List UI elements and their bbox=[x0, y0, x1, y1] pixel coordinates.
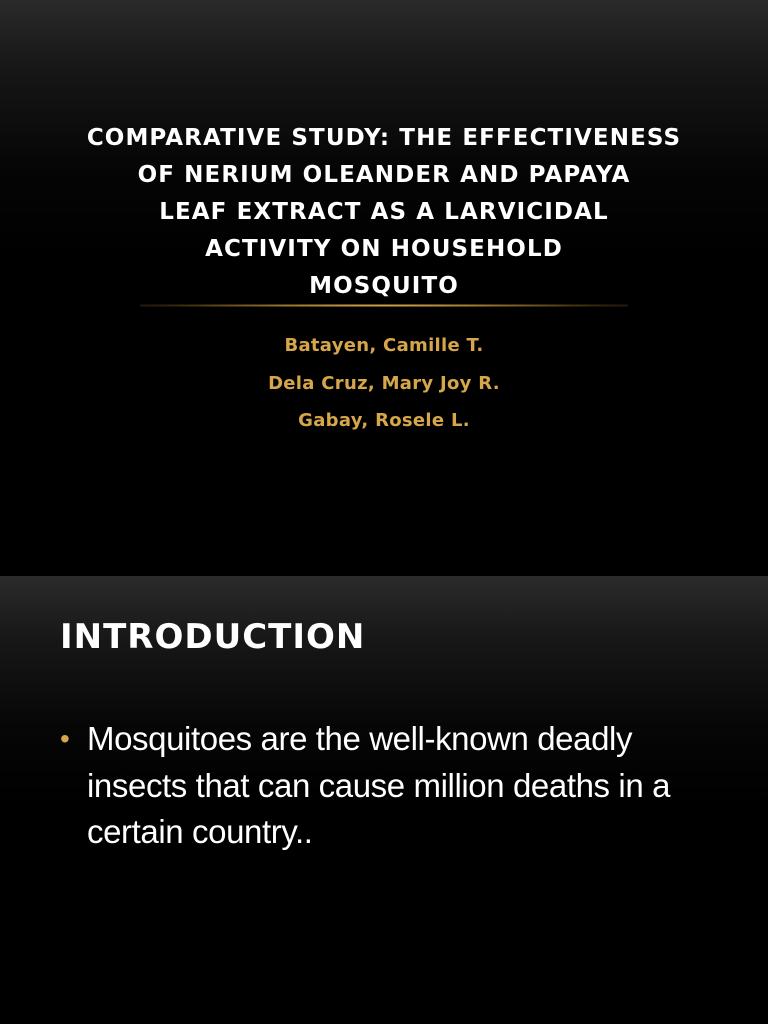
introduction-heading: INTRODUCTION bbox=[60, 617, 366, 657]
author-list bbox=[0, 327, 768, 440]
bullet-item bbox=[60, 716, 700, 856]
author-name: Gabay, Rosele L. bbox=[298, 410, 470, 431]
bullet-text: Mosquitoes are the well-known deadly insects that can cause million deaths in a certain country.. bbox=[87, 720, 671, 850]
author-name: Batayen, Camille T. bbox=[284, 335, 484, 356]
bullet-list bbox=[60, 716, 700, 856]
title-divider bbox=[140, 304, 628, 307]
bullet-marker-icon: • bbox=[60, 723, 70, 754]
presentation-title: COMPARATIVE STUDY: THE EFFECTIVENESS OF NERIUM OLEANDER AND PAPAYA LEAF EXTRACT AS A LARVICIDAL ACTIVITY ON HOUSEHOLD MOSQUITO bbox=[86, 125, 682, 299]
author-name: Dela Cruz, Mary Joy R. bbox=[268, 372, 500, 394]
